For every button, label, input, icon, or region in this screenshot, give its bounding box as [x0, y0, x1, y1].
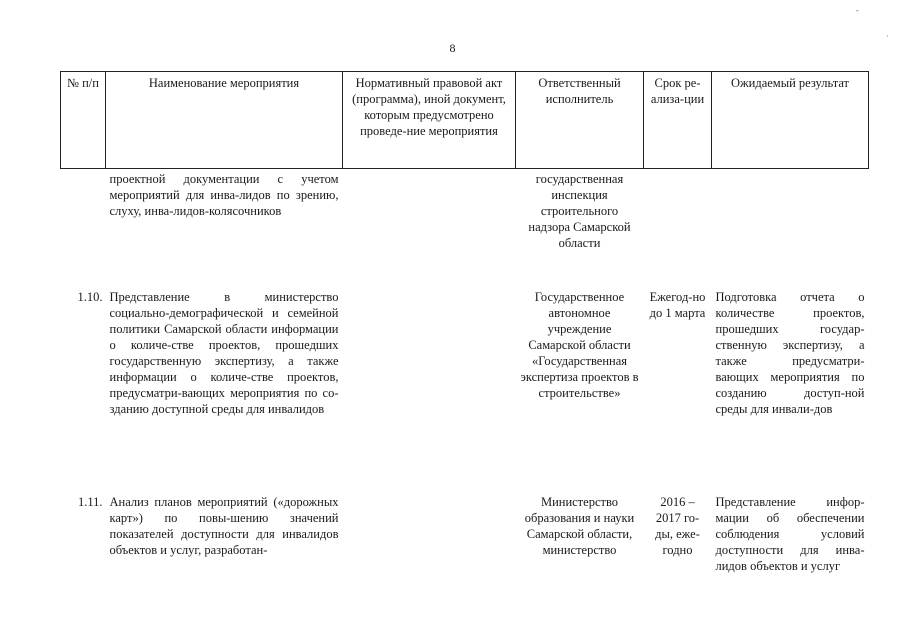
row-term: 2016 – 2017 го-ды, еже-годно	[655, 495, 700, 557]
scan-mark: -	[856, 6, 859, 15]
row-name: проектной документации с учетом мероприятий для инва-лидов по зрению, слуху, инва-лидов-колясочников	[109, 172, 339, 218]
row-num: 1.11.	[77, 495, 103, 509]
scan-mark: ·	[886, 32, 889, 41]
row-act	[343, 169, 516, 290]
row-exec: Государственное автономное учреждение Самарской области «Государственная экспертиза проектов в строительстве»	[520, 290, 639, 400]
row-result	[712, 169, 869, 290]
row-result: Подготовка отчета о количестве проектов, прошедших государ-ственную экспертизу, а также предусматри-вающих мероприятия по созданию доступ-ной среды для инвали-дов	[715, 290, 865, 416]
header-result: Ожидаемый результат	[712, 72, 869, 169]
row-act	[343, 289, 516, 494]
row-num	[61, 169, 106, 290]
row-exec: Министерство образования и науки Самарской области, министерство	[524, 495, 635, 557]
row-exec: государственная инспекция строительного надзора Самарской области	[528, 172, 631, 250]
row-num: 1.10.	[77, 290, 103, 304]
table-row	[61, 169, 869, 290]
header-term: Срок ре-ализа-ции	[644, 72, 712, 169]
header-num: № п/п	[61, 72, 106, 169]
table-row	[61, 289, 869, 494]
page-number: 8	[449, 41, 456, 55]
row-name: Анализ планов мероприятий («дорожных карт») по повы-шению значений показателей доступности для инвалидов объектов и услуг, разработан-	[109, 495, 339, 557]
row-term: Ежегод-но до 1 марта	[649, 290, 706, 320]
row-result: Представление инфор-мации об обеспечении соблюдения условий доступности для инва-лидов объектов и услуг	[715, 495, 865, 573]
table-row	[61, 494, 869, 594]
header-exec: Ответственный исполнитель	[516, 72, 644, 169]
header-name: Наименование мероприятия	[106, 72, 343, 169]
table-header-row	[61, 72, 869, 169]
header-act: Нормативный правовой акт (программа), иной документ, которым предусмотрено проведе-ние мероприятия	[343, 72, 516, 169]
row-term	[644, 169, 712, 290]
row-name: Представление в министерство социально-демографической и семейной политики Самарской области информации о количе-стве проектов, прошедших государственную экспертизу, а также информации о количе-стве проектов, предусматри-вающих мероприятия по со-зданию доступной среды для инвалидов	[109, 290, 339, 416]
row-act	[343, 494, 516, 594]
measures-table	[60, 71, 869, 594]
